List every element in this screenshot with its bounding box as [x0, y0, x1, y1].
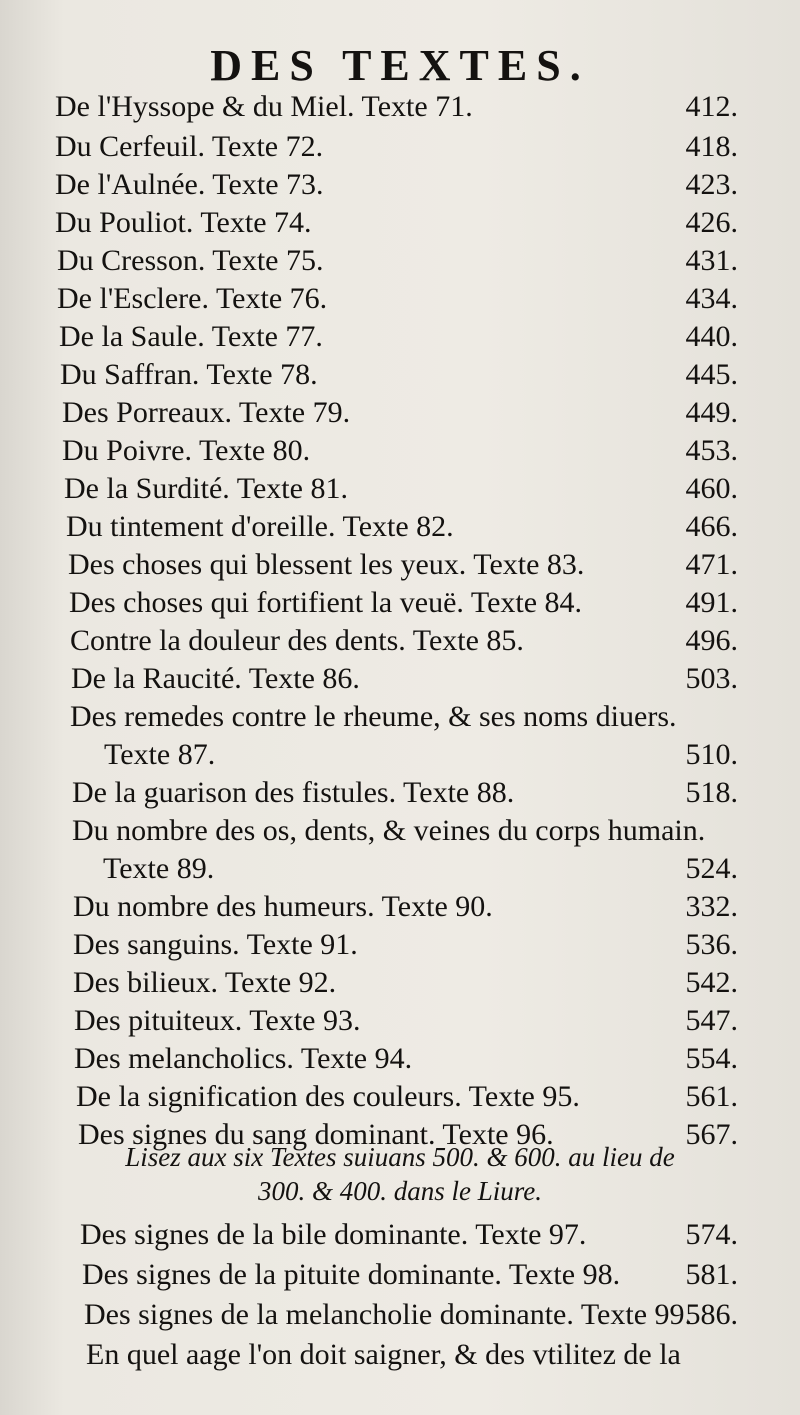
toc-entry — [0, 850, 800, 888]
toc-entry-page: 460. — [685, 472, 738, 505]
toc-entry-page: 440. — [685, 320, 738, 353]
toc-entry-page: 423. — [685, 168, 738, 201]
toc-entry — [0, 774, 800, 812]
errata-note-line-1: Lisez aux six Textes suiuans 500. & 600. au lieu de — [125, 1142, 675, 1172]
toc-entry-title: Texte 87. — [104, 738, 216, 771]
errata-note-line-2: 300. & 400. dans le Liure. — [257, 1176, 542, 1206]
toc-entry-title: Du nombre des humeurs. Texte 90. — [73, 890, 493, 923]
toc-entry — [0, 356, 800, 394]
toc-entry-title: Des pituiteux. Texte 93. — [74, 1004, 361, 1037]
toc-entry-page: 466. — [685, 510, 738, 543]
errata-note — [0, 1140, 800, 1208]
page-heading: DES TEXTES. — [210, 41, 590, 90]
toc-entry — [0, 584, 800, 622]
toc-entry-page: 581. — [685, 1258, 738, 1291]
toc-entry-page: 491. — [685, 586, 738, 619]
toc-entry — [0, 394, 800, 432]
toc-entry-page: 496. — [685, 624, 738, 657]
toc-entry-page: 561. — [685, 1080, 738, 1113]
toc-entry — [0, 242, 800, 280]
toc-entry-page: 524. — [685, 852, 738, 885]
toc-entry — [0, 508, 800, 546]
toc-entry-title: Des sanguins. Texte 91. — [73, 928, 358, 961]
toc-entry-title: Des signes du sang dominant. Texte 96. — [78, 1118, 554, 1151]
toc-entry-page: 510. — [685, 738, 738, 771]
toc-entry-page: 542. — [685, 966, 738, 999]
toc-entry-page: 445. — [685, 358, 738, 391]
toc-entry-page: 536. — [685, 928, 738, 961]
toc-entry-page: 431. — [685, 244, 738, 277]
toc-entry — [0, 1296, 800, 1334]
toc-entry-page: 434. — [685, 282, 738, 315]
toc-entry-title: De la Surdité. Texte 81. — [64, 472, 348, 505]
toc-entry-page: 471. — [685, 548, 738, 581]
toc-entry-title: Du Saffran. Texte 78. — [60, 358, 318, 391]
toc-entry-page: 426. — [685, 206, 738, 239]
toc-entry-title: Du nombre des os, dents, & veines du corps humain. — [72, 814, 706, 847]
toc-entry-title: Des remedes contre le rheume, & ses noms diuers. — [70, 700, 677, 733]
toc-entry — [0, 204, 800, 242]
toc-entry-title: Des bilieux. Texte 92. — [73, 966, 337, 999]
toc-entry-title: Des Porreaux. Texte 79. — [62, 396, 351, 429]
toc-entry — [0, 1336, 800, 1374]
toc-entry — [0, 1078, 800, 1116]
toc-entry-page: 418. — [685, 130, 738, 163]
toc-entry — [0, 1002, 800, 1040]
toc-entry — [0, 964, 800, 1002]
toc-entry — [0, 470, 800, 508]
toc-entry-title: Contre la douleur des dents. Texte 85. — [70, 624, 524, 657]
toc-entry-title: Des signes de la pituite dominante. Texte 98. — [82, 1258, 621, 1291]
toc-entry-page: 574. — [685, 1218, 738, 1251]
toc-entry — [0, 166, 800, 204]
toc-entry — [0, 622, 800, 660]
toc-entry-page: 332. — [685, 890, 738, 923]
toc-entry-page: 503. — [685, 662, 738, 695]
toc-entry — [0, 546, 800, 584]
toc-entry-title: Du Pouliot. Texte 74. — [55, 206, 312, 239]
toc-entry-title: En quel aage l'on doit saigner, & des vtilitez de la — [86, 1338, 681, 1371]
toc-entry — [0, 128, 800, 166]
toc-entry-page: 449. — [685, 396, 738, 429]
toc-entry-page: 547. — [685, 1004, 738, 1037]
toc-entry-title: Des signes de la melancholie dominante. Texte 99. — [84, 1298, 693, 1331]
toc-entry-title: Des choses qui fortifient la veuë. Texte 84. — [69, 586, 583, 619]
toc-entry — [0, 1216, 800, 1254]
toc-entry-title: Texte 89. — [103, 852, 215, 885]
toc-entry-title: De l'Aulnée. Texte 73. — [55, 168, 324, 201]
toc-entry-title: Du Poivre. Texte 80. — [62, 434, 311, 467]
toc-entry-title: Du Cerfeuil. Texte 72. — [55, 130, 324, 163]
toc-entry — [0, 736, 800, 774]
toc-entry — [0, 926, 800, 964]
toc-entry — [0, 698, 800, 736]
toc-entry — [0, 1256, 800, 1294]
toc-entry-title: De la guarison des fistules. Texte 88. — [72, 776, 515, 809]
toc-entry — [0, 432, 800, 470]
toc-entry-title: Du Cresson. Texte 75. — [57, 244, 324, 277]
toc-entry-title: Des melancholics. Texte 94. — [74, 1042, 413, 1075]
toc-entry — [0, 888, 800, 926]
toc-entry — [0, 1040, 800, 1078]
toc-entry-page: 518. — [685, 776, 738, 809]
toc-entry-title: De la Saule. Texte 77. — [59, 320, 323, 353]
toc-entry-page: 586. — [685, 1298, 738, 1331]
toc-entry-page: 453. — [685, 434, 738, 467]
toc-entry-page: 554. — [685, 1042, 738, 1075]
toc-entry-title: Des choses qui blessent les yeux. Texte 83. — [68, 548, 585, 581]
toc-entry — [0, 660, 800, 698]
toc-entry — [0, 318, 800, 356]
toc-entry-title: Des signes de la bile dominante. Texte 97. — [80, 1218, 587, 1251]
toc-entry — [0, 812, 800, 850]
toc-entry-title: De l'Esclere. Texte 76. — [57, 282, 328, 315]
toc-entry — [0, 280, 800, 318]
toc-entry-page: 412. — [685, 90, 738, 123]
toc-entry-title: De la Raucité. Texte 86. — [71, 662, 360, 695]
toc-entry-title: Du tintement d'oreille. Texte 82. — [66, 510, 454, 543]
toc-entry-title: De l'Hyssope & du Miel. Texte 71. — [55, 90, 473, 123]
toc-entry-title: De la signification des couleurs. Texte 95. — [76, 1080, 580, 1113]
toc-entry-page: 567. — [685, 1118, 738, 1151]
toc-entry — [0, 88, 800, 126]
